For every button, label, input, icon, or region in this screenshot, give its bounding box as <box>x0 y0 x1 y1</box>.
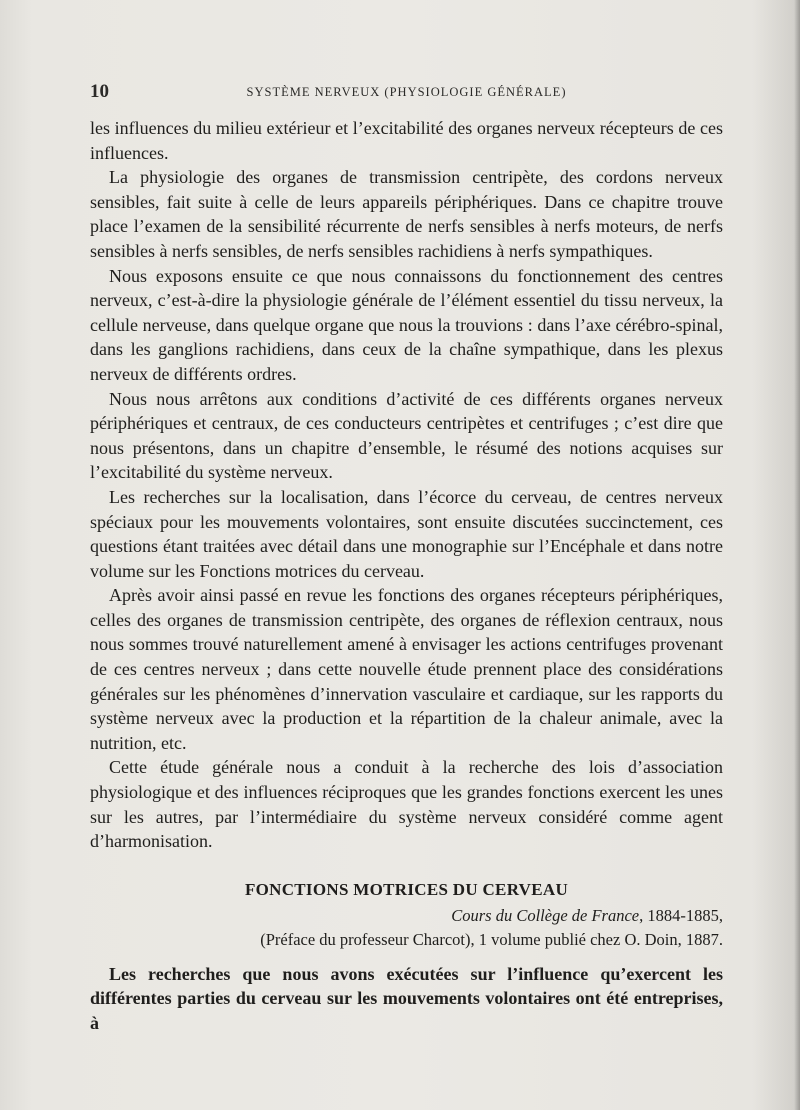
citation-source: Cours du Collège de France <box>451 905 640 925</box>
paragraph-2: La physiologie des organes de transmission centripète, des cordons nerveux sensibles, fait suite à celle de leurs appareils périphériques. Dans ce chapitre trouve place l’examen de la sensibilité récurrente de nerfs sensibles à nerfs moteurs, de nerfs sensibles à nerfs sensibles, de nerfs sensibles rachidiens à nerfs sympathiques. <box>90 167 723 261</box>
paragraph-4: Nous nous arrêtons aux conditions d’activité de ces différents organes nerveux périphériques et centraux, de ces conducteurs centripètes et centrifuges ; c’est dire que nous présentons, dans un chapitre d’ensemble, le résumé des notions acquises sur l’excitabilité du système nerveux. <box>90 388 723 483</box>
paragraph-7: Cette étude générale nous a conduit à la recherche des lois d’association physiologique et des influences réciproques que les grandes fonctions exercent les unes sur les autres, par l’intermédiaire du système nerveux considéré comme agent d’harmonisation. <box>90 757 723 852</box>
paragraph-1: les influences du milieu extérieur et l’excitabilité des organes nerveux récepteurs de ces influences. <box>90 118 723 163</box>
section-paragraph: Les recherches que nous avons exécutées sur l’influence qu’exercent les différentes parties du cerveau sur les mouvements volontaires ont été entreprises, à <box>90 963 723 1033</box>
running-title: SYSTÈME NERVEUX (PHYSIOLOGIE GÉNÉRALE) <box>246 85 567 99</box>
citation-line-2: (Préface du professeur Charcot), 1 volume publié chez O. Doin, 1887. <box>260 929 723 949</box>
citation-years: , 1884-1885, <box>639 905 723 925</box>
page-body <box>90 116 723 1036</box>
paragraph-3: Nous exposons ensuite ce que nous connaissons du fonctionnement des centres nerveux, c’est-à-dire la physiologie générale de l’élément essentiel du tissu nerveux, la cellule nerveuse, dans quelque organe que nous la trouvions : dans l’axe cérébro-spinal, dans les ganglions rachidiens, dans ceux de la chaîne sympathique, dans les plexus nerveux de différents ordres. <box>90 265 723 384</box>
paragraph-6: Après avoir ainsi passé en revue les fonctions des organes récepteurs périphériques, celles des organes de transmission centripète, des organes de réflexion centraux, nous nous sommes trouvé naturellement amené à envisager les actions centrifuges provenant de ces centres nerveux ; dans cette nouvelle étude prennent place des considérations générales sur les phénomènes d’innervation vasculaire et cardiaque, sur les rapports du système nerveux avec la production et la répartition de la chaleur animale, avec la nutrition, etc. <box>90 585 723 753</box>
paragraph-5: Les recherches sur la localisation, dans l’écorce du cerveau, de centres nerveux spéciaux pour les mouvements volontaires, sont ensuite discutées succinctement, ces questions étant traitées avec détail dans une monographie sur l’Encéphale et dans notre volume sur les Fonctions motrices du cerveau. <box>90 486 723 581</box>
page-number: 10 <box>90 81 109 102</box>
page-header <box>90 80 723 104</box>
section-title: FONCTIONS MOTRICES DU CERVEAU <box>244 879 569 899</box>
citation-line-1 <box>90 904 723 928</box>
